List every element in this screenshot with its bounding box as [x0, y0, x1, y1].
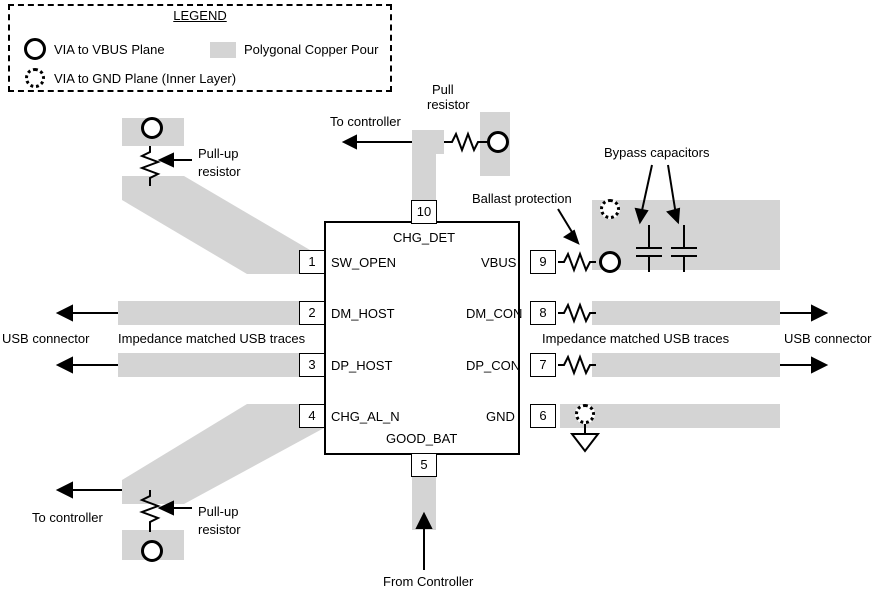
- pin-4-label: CHG_AL_N: [331, 409, 400, 424]
- ballast-protection-arrow: [558, 209, 578, 243]
- pull-resistor-label-line2: resistor: [427, 97, 470, 112]
- via-gnd-bypass: [600, 199, 620, 219]
- via-vbus-pullup-top: [141, 117, 163, 139]
- bypass-caps-leader: [636, 165, 679, 222]
- pin-10-label: CHG_DET: [393, 230, 456, 245]
- ballast-resistor-vbus: [558, 254, 596, 270]
- usb-connector-right-label: USB connector: [784, 331, 872, 346]
- pullup-resistor-bottom: [142, 490, 158, 532]
- legend-title: LEGEND: [173, 8, 227, 23]
- pin-6-number: 6: [530, 404, 556, 428]
- legend-item-copper-label: Polygonal Copper Pour: [244, 42, 379, 57]
- to-controller-arrow-bottom: [58, 483, 122, 497]
- via-gnd-icon: [25, 68, 45, 88]
- to-controller-arrow-top: [344, 136, 412, 148]
- pin-8-label: DM_CON: [466, 306, 523, 321]
- pin-7-label: DP_CON: [466, 358, 521, 373]
- pullup-bottom-label-line2: resistor: [198, 522, 241, 537]
- via-vbus-icon: [24, 38, 46, 60]
- pull-resistor-label-line1: Pull: [432, 82, 454, 97]
- pin-2-label: DM_HOST: [331, 306, 395, 321]
- pin-1-number: 1: [299, 250, 325, 274]
- via-vbus-pull-resistor: [487, 131, 509, 153]
- copper-pour-swatch: [210, 42, 236, 58]
- bypass-capacitor-1: [636, 225, 662, 272]
- ballast-protection-label: Ballast protection: [472, 191, 572, 206]
- bypass-capacitor-2: [671, 225, 697, 272]
- usb-left-dp-arrow: [58, 358, 118, 372]
- pullup-bottom-leader: [160, 502, 192, 514]
- usb-right-dp-arrow: [780, 358, 826, 372]
- pin-3-number: 3: [299, 353, 325, 377]
- pullup-top-leader: [160, 154, 192, 166]
- ballast-resistor-dp: [558, 357, 596, 373]
- usb-traces-left-label: Impedance matched USB traces: [118, 331, 306, 346]
- usb-left-dm-arrow: [58, 306, 118, 320]
- pin-6-label: GND: [486, 409, 515, 424]
- via-vbus-pullup-bottom: [141, 540, 163, 562]
- pin-7-number: 7: [530, 353, 556, 377]
- usb-right-dm-arrow: [780, 306, 826, 320]
- from-controller-label: From Controller: [383, 574, 474, 589]
- pin-5-label: GOOD_BAT: [386, 431, 458, 446]
- pullup-top-label-line2: resistor: [198, 164, 241, 179]
- from-controller-arrow: [417, 514, 431, 570]
- pullup-resistor-top: [142, 146, 158, 186]
- pin-3-label: DP_HOST: [331, 358, 393, 373]
- legend-item-vbus-label: VIA to VBUS Plane: [54, 42, 165, 57]
- pin-4-number: 4: [299, 404, 325, 428]
- pin-1-label: SW_OPEN: [331, 255, 397, 270]
- pin-5-number: 5: [411, 453, 437, 477]
- pin-9-label: VBUS: [481, 255, 517, 270]
- via-vbus-pin9: [599, 251, 621, 273]
- pin-10-number: 10: [411, 200, 437, 224]
- bypass-caps-label: Bypass capacitors: [604, 145, 710, 160]
- to-controller-top-label: To controller: [330, 114, 401, 129]
- to-controller-bottom-label: To controller: [32, 510, 103, 525]
- pullup-top-label-line1: Pull-up: [198, 146, 239, 161]
- legend-item-gnd-label: VIA to GND Plane (Inner Layer): [54, 71, 237, 86]
- legend-box: [8, 4, 392, 92]
- pull-resistor-top: [444, 134, 488, 150]
- via-gnd-pin6: [575, 404, 595, 424]
- ballast-resistor-dm: [558, 305, 596, 321]
- pin-8-number: 8: [530, 301, 556, 325]
- usb-connector-left-label: USB connector: [2, 331, 90, 346]
- pin-9-number: 9: [530, 250, 556, 274]
- pin-2-number: 2: [299, 301, 325, 325]
- pullup-bottom-label-line1: Pull-up: [198, 504, 239, 519]
- usb-traces-right-label: Impedance matched USB traces: [542, 331, 730, 346]
